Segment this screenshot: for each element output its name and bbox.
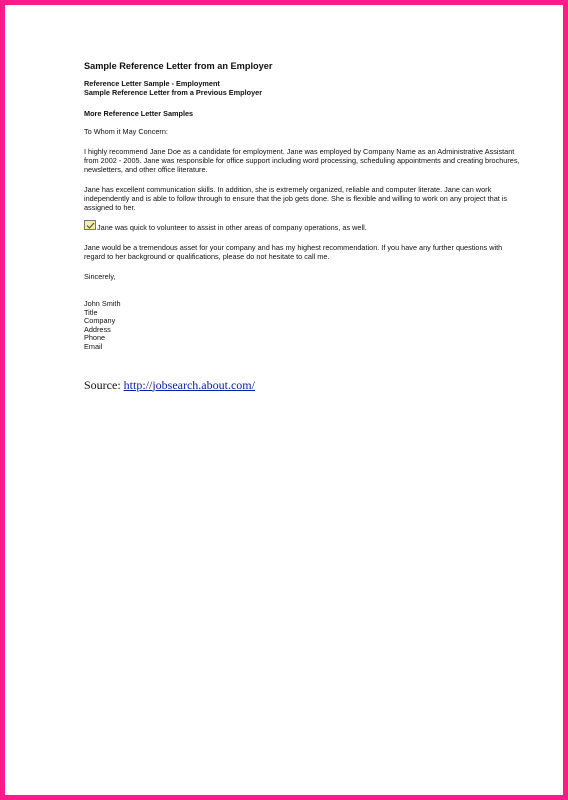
subtitle-employment: Reference Letter Sample - Employment <box>84 79 220 88</box>
more-samples-heading: More Reference Letter Samples <box>84 109 194 118</box>
source-line <box>84 378 524 392</box>
salutation: To Whom it May Concern: <box>84 127 168 136</box>
paragraph-skills: Jane has excellent communication skills. In addition, she is extremely organized, reliable and computer literate. Jane can work independently and is able to follow through to ensure that the job gets done. She is flexible and willing to work on any project that is assigned to her. <box>84 185 508 212</box>
signature-address: Address <box>84 324 111 334</box>
signature-title: Title <box>84 307 98 317</box>
source-link[interactable]: http://jobsearch.about.com/ <box>123 377 255 392</box>
signature-company: Company <box>84 316 116 326</box>
paragraph-volunteer: Jane was quick to volunteer to assist in other areas of company operations, as well. <box>97 223 367 232</box>
signature-phone: Phone <box>84 333 106 343</box>
paragraph-employment: I highly recommend Jane Doe as a candidate for employment. Jane was employed by Company Name as an Administrative Assistant from 2002 - 2005. Jane was responsible for office support including word processing, scheduling appointments and creating brochures, newsletters, and other office literature. <box>84 147 520 174</box>
letter-body <box>84 61 524 392</box>
source-label: Source: <box>84 377 121 392</box>
signature-email: Email <box>84 341 103 351</box>
closing: Sincerely, <box>84 272 116 281</box>
paragraph-recommendation: Jane would be a tremendous asset for your company and has my highest recommendation. If you have any further questions with regard to her background or qualifications, please do not hesitate to call me. <box>84 243 503 261</box>
signature-block <box>84 300 524 352</box>
letter-title: Sample Reference Letter from an Employer <box>84 61 273 71</box>
note-icon <box>84 220 96 230</box>
paragraph-volunteer-row <box>84 223 524 232</box>
subtitle-previous-employer: Sample Reference Letter from a Previous Employer <box>84 88 263 97</box>
signature-name: John Smith <box>84 299 121 308</box>
